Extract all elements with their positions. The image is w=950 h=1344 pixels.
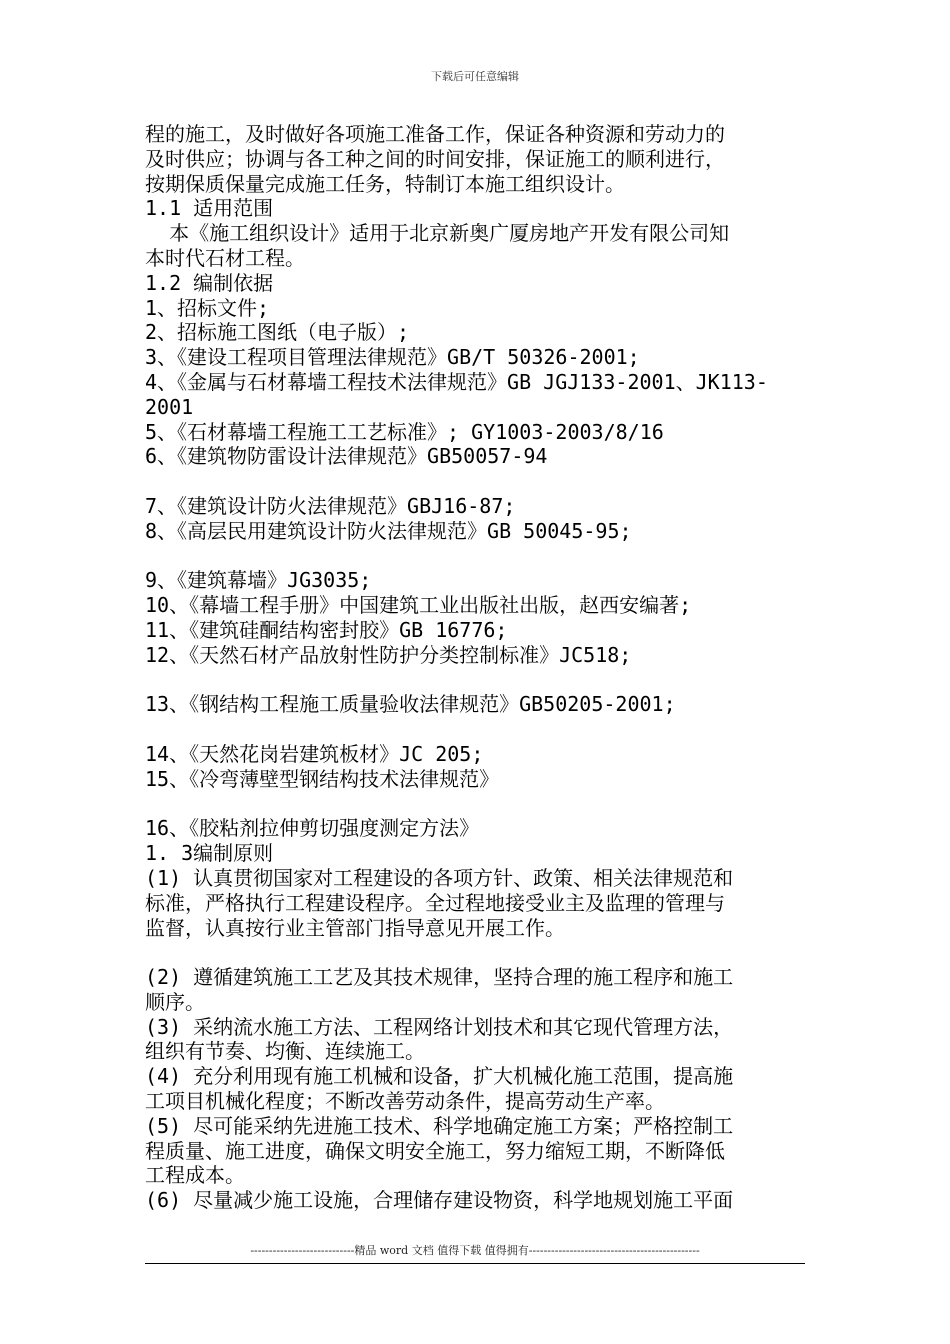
text-line: 本《施工组织设计》适用于北京新奥广厦房地产开发有限公司知	[145, 221, 730, 246]
text-line: (4) 充分利用现有施工机械和设备，扩大机械化施工范围，提高施	[145, 1064, 734, 1089]
text-line: 本时代石材工程。	[145, 245, 305, 270]
text-line: (2) 遵循建筑施工工艺及其技术规律，坚持合理的施工程序和施工	[145, 965, 734, 990]
text-line: (5) 尽可能采纳先进施工技术、科学地确定施工方案；严格控制工	[145, 1113, 734, 1138]
text-line: 4、《金属与石材幕墙工程技术法律规范》GB JGJ133-2001、JK113-	[145, 369, 768, 394]
text-line: 组织有节奏、均衡、连续施工。	[145, 1039, 425, 1064]
text-line: 6、《建筑物防雷设计法律规范》GB50057-94	[145, 444, 548, 469]
text-line: 12、《天然石材产品放射性防护分类控制标准》JC518;	[145, 642, 632, 667]
text-line: 10、《幕墙工程手册》中国建筑工业出版社出版，赵西安编著;	[145, 593, 692, 618]
text-line: 程的施工，及时做好各项施工准备工作，保证各种资源和劳动力的	[145, 122, 725, 146]
blank-line	[145, 544, 815, 569]
text-line: 9、《建筑幕墙》JG3035;	[145, 568, 372, 593]
blank-line	[145, 717, 815, 742]
text-line: 1.1 适用范围	[145, 196, 274, 221]
text-line: 1.2 编制依据	[145, 270, 274, 295]
text-line: (6) 尽量减少施工设施，合理储存建设物资，科学地规划施工平面	[145, 1188, 734, 1213]
text-line: (3) 采纳流水施工方法、工程网络计划技术和其它现代管理方法，	[145, 1014, 734, 1039]
text-line: 监督，认真按行业主管部门指导意见开展工作。	[145, 915, 565, 940]
text-line: 程质量、施工进度，确保文明安全施工，努力缩短工期，不断降低	[145, 1138, 725, 1163]
footer-rule	[145, 1263, 805, 1264]
text-line: 3、《建设工程项目管理法律规范》GB/T 50326-2001;	[145, 345, 640, 370]
text-line: 15、《冷弯薄壁型钢结构技术法律规范》	[145, 766, 500, 791]
blank-line	[145, 668, 815, 693]
text-line: (1) 认真贯彻国家对工程建设的各项方针、政策、相关法律规范和	[145, 865, 734, 890]
text-line: 2001	[145, 394, 194, 419]
text-line: 5、《石材幕墙工程施工工艺标准》; GY1003-2003/8/16	[145, 419, 664, 444]
text-line: 16、《胶粘剂拉伸剪切强度测定方法》	[145, 816, 480, 841]
text-line: 13、《钢结构工程施工质量验收法律规范》GB50205-2001;	[145, 692, 676, 717]
text-line: 工项目机械化程度；不断改善劳动条件，提高劳动生产率。	[145, 1089, 665, 1114]
text-line: 8、《高层民用建筑设计防火法律规范》GB 50045-95;	[145, 518, 632, 543]
text-line: 顺序。	[145, 989, 205, 1014]
text-line: 2、招标施工图纸（电子版）;	[145, 320, 410, 345]
text-line: 14、《天然花岗岩建筑板材》JC 205;	[145, 741, 484, 766]
text-line: 1、招标文件;	[145, 295, 270, 320]
text-line: 11、《建筑硅酮结构密封胶》GB 16776;	[145, 617, 508, 642]
text-line: 及时供应；协调与各工种之间的时间安排，保证施工的顺利进行，	[145, 146, 725, 171]
page-header: 下载后可任意编辑	[431, 70, 519, 83]
blank-line	[145, 469, 815, 494]
text-line: 7、《建筑设计防火法律规范》GBJ16-87;	[145, 493, 516, 518]
blank-line	[145, 940, 815, 965]
text-line: 标准，严格执行工程建设程序。全过程地接受业主及监理的管理与	[145, 890, 725, 915]
text-line: 1. 3编制原则	[145, 841, 274, 866]
blank-line	[145, 792, 815, 817]
document-body	[145, 122, 815, 1213]
text-line: 工程成本。	[145, 1163, 245, 1188]
text-line: 按期保质保量完成施工任务，特制订本施工组织设计。	[145, 171, 625, 196]
page-footer: ----------------------------精品 word 文档 值得下载 值得拥有----------------------------------------------	[250, 1244, 700, 1257]
